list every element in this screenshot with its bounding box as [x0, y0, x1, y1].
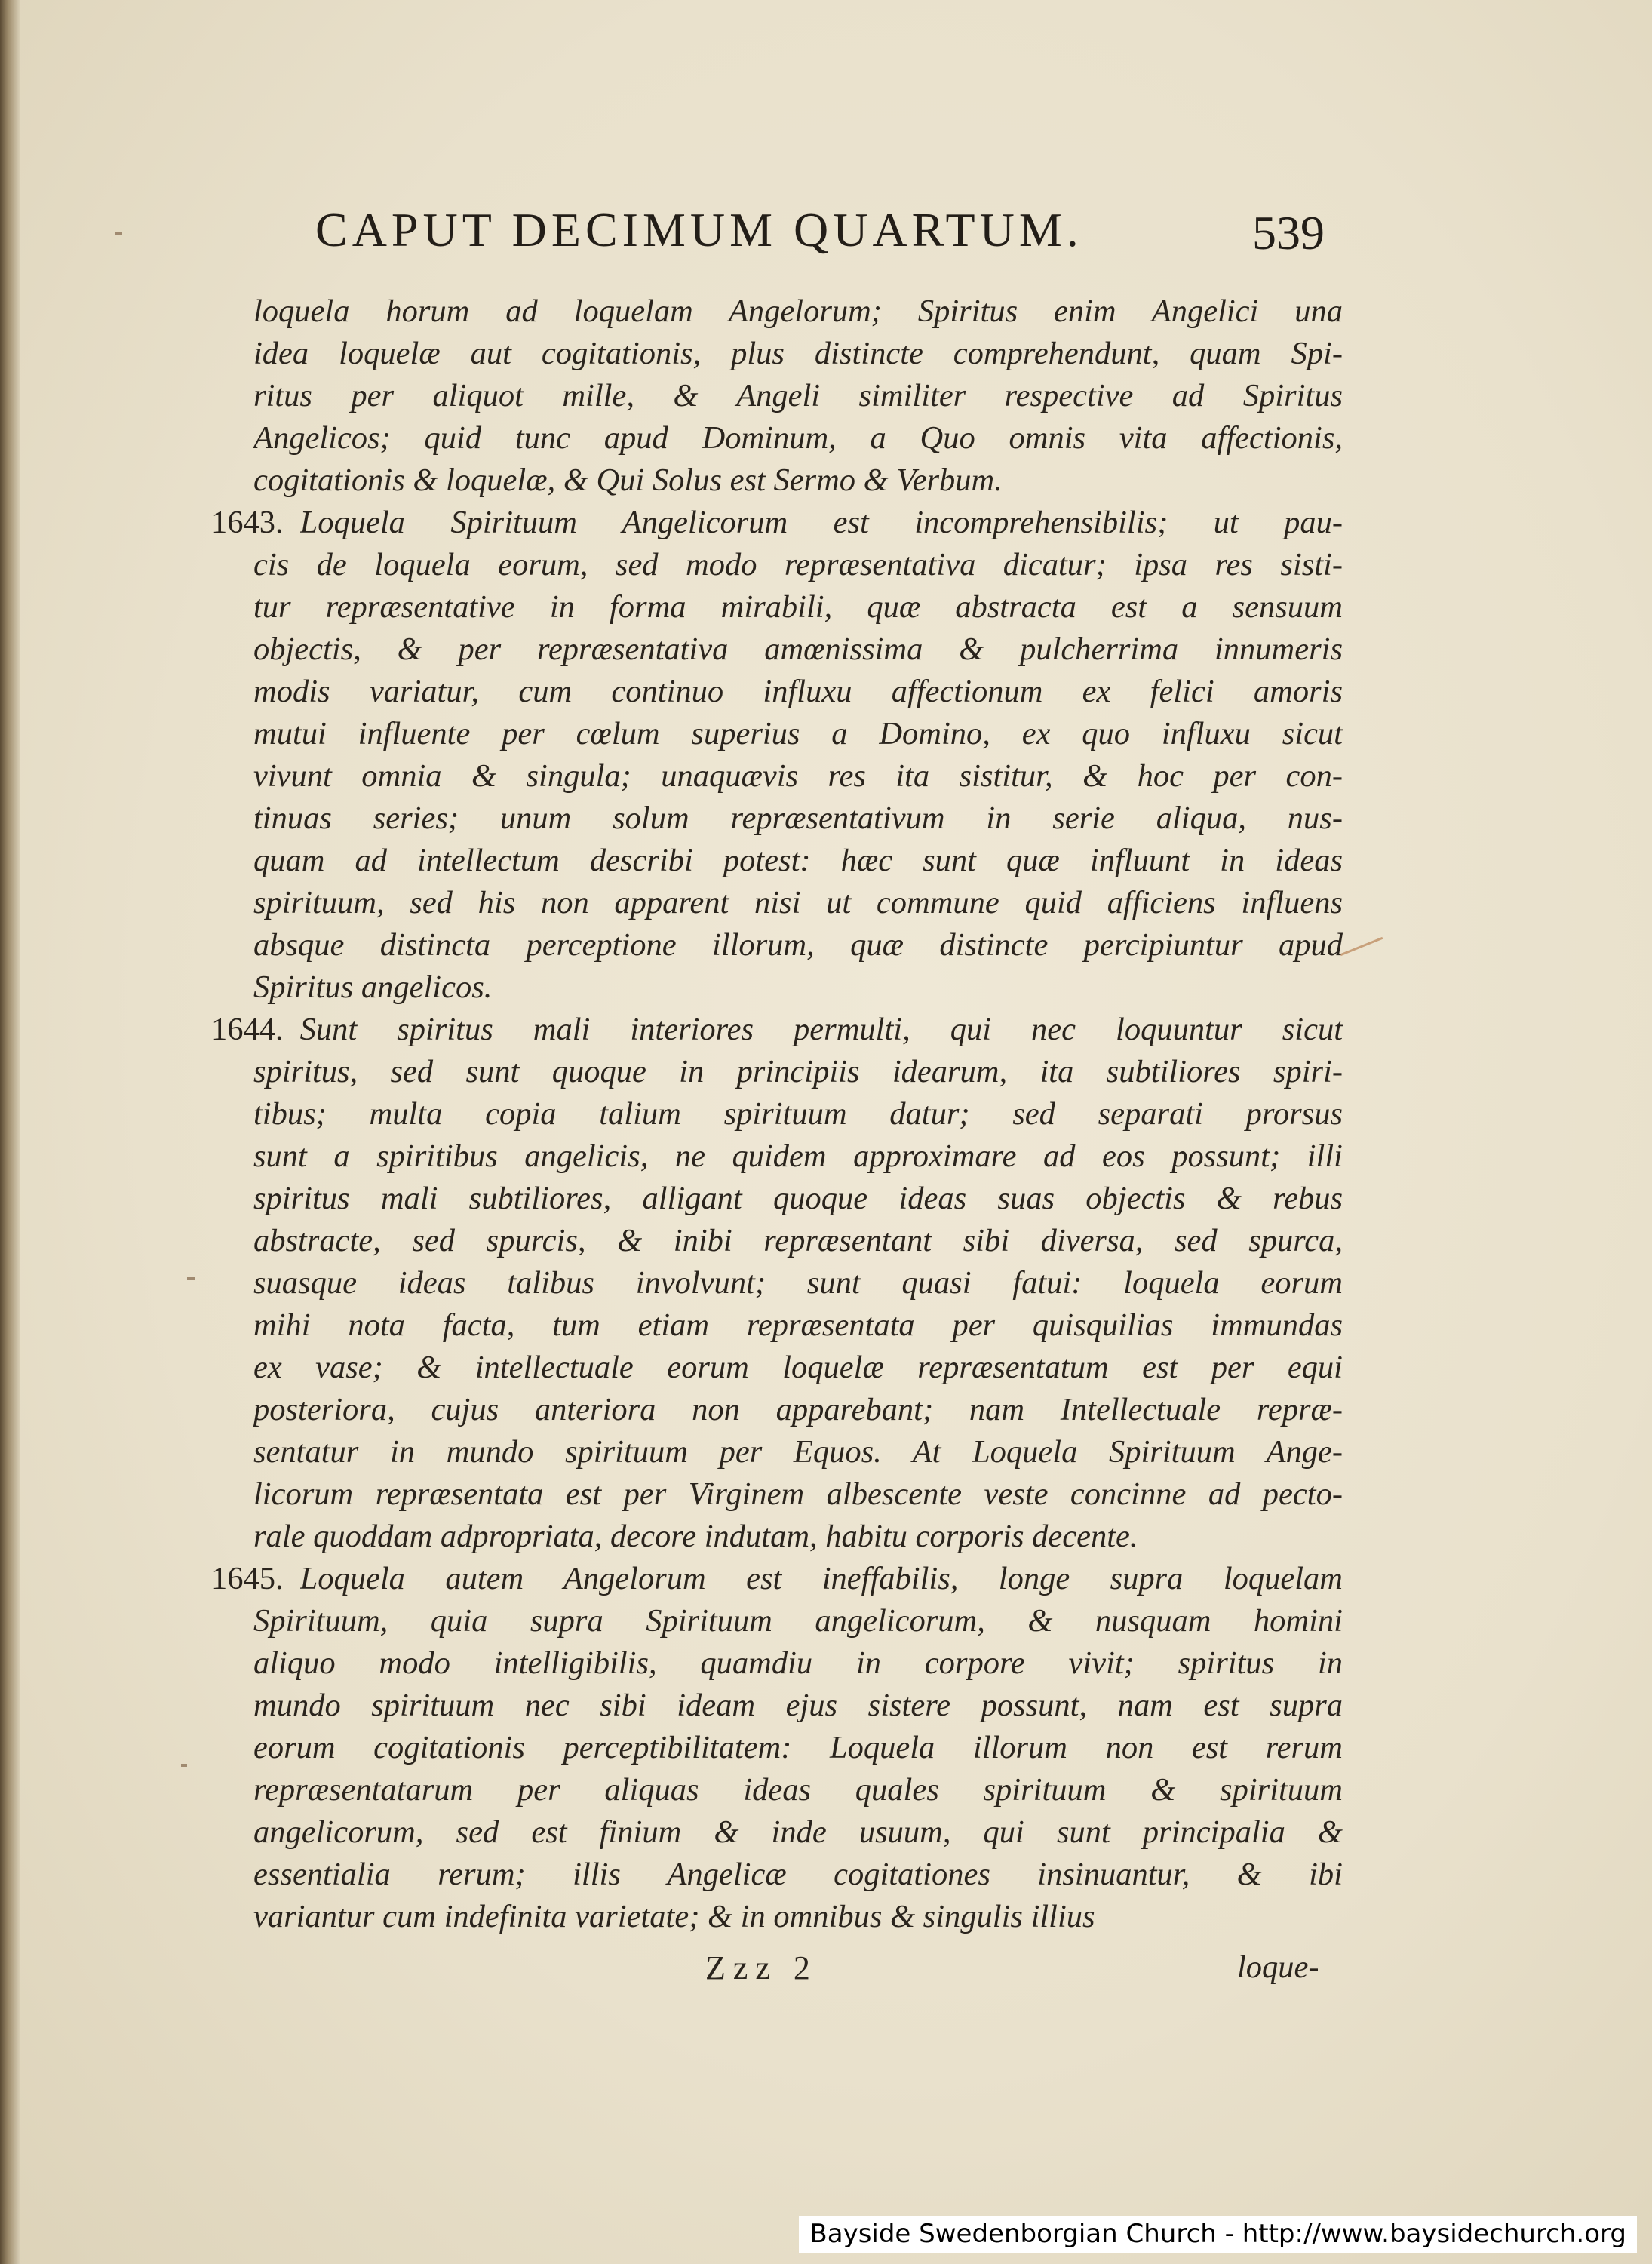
text-line: [211, 1262, 1343, 1304]
line-text: modis variatur, cum continuo influxu affectionum ex felici amoris: [253, 674, 1343, 709]
line-text: Spirituum, quia supra Spirituum angelicorum, & nusquam homini: [253, 1603, 1343, 1639]
text-line: [211, 1769, 1343, 1811]
text-line: [211, 333, 1343, 375]
text-line: [211, 1600, 1343, 1642]
line-text: idea loquelæ aut cogitationis, plus distincte comprehendunt, quam Spi-: [253, 336, 1343, 371]
watermark-banner: Bayside Swedenborgian Church - http://www.baysidechurch.org: [799, 2216, 1637, 2253]
text-line: [211, 1685, 1343, 1727]
line-text: Spiritus angelicos.: [253, 969, 493, 1005]
line-text: mutui influente per cœlum superius a Domino, ex quo influxu sicut: [253, 716, 1343, 751]
line-text: Loquela autem Angelorum est ineffabilis, longe supra loquelam: [299, 1561, 1343, 1596]
line-text: loquela horum ad loquelam Angelorum; Spiritus enim Angelici una: [253, 293, 1343, 329]
line-text: essentialia rerum; illis Angelicæ cogitationes insinuantur, & ibi: [253, 1857, 1343, 1892]
line-text: sentatur in mundo spirituum per Equos. At Loquela Spirituum Ange-: [253, 1434, 1343, 1470]
text-line: [211, 1811, 1343, 1854]
paragraph-number: 1643.: [211, 505, 284, 540]
line-text: vivunt omnia & singula; unaquævis res ita sistitur, & hoc per con-: [253, 758, 1343, 794]
line-text: spirituum, sed his non apparent nisi ut commune quid afficiens influens: [253, 885, 1343, 920]
text-line: [211, 1304, 1343, 1347]
text-line: [211, 1051, 1343, 1093]
ink-speck: [187, 1277, 195, 1280]
line-text: ritus per aliquot mille, & Angeli similiter respective ad Spiritus: [253, 378, 1343, 413]
text-line: [211, 1516, 1343, 1558]
book-gutter: [0, 0, 20, 2264]
line-text: tur repræsentative in forma mirabili, quæ abstracta est a sensuum: [253, 589, 1343, 625]
line-text: spiritus mali subtiliores, alligant quoque ideas suas objectis & rebus: [253, 1181, 1343, 1216]
text-line: [211, 290, 1343, 333]
text-line: [211, 1220, 1343, 1262]
running-title: CAPUT DECIMUM QUARTUM.: [315, 203, 1083, 257]
text-line: [211, 1178, 1343, 1220]
line-text: suasque ideas talibus involvunt; sunt quasi fatui: loquela eorum: [253, 1265, 1343, 1301]
line-text: tibus; multa copia talium spirituum datur; sed separati prorsus: [253, 1096, 1343, 1132]
line-text: mundo spirituum nec sibi ideam ejus sistere possunt, nam est supra: [253, 1688, 1343, 1723]
line-text: cogitationis & loquelæ, & Qui Solus est Sermo & Verbum.: [253, 462, 1003, 498]
line-text: aliquo modo intelligibilis, quamdiu in corpore vivit; spiritus in: [253, 1645, 1343, 1681]
text-line: [211, 713, 1343, 755]
text-line: [211, 1347, 1343, 1389]
text-line: [211, 1473, 1343, 1516]
text-line: [211, 840, 1343, 882]
line-text: abstracte, sed spurcis, & inibi repræsentant sibi diversa, sed spurca,: [253, 1223, 1343, 1258]
text-line: [211, 375, 1343, 417]
line-text: spiritus, sed sunt quoque in principiis idearum, ita subtiliores spiri-: [253, 1054, 1343, 1089]
text-line: [211, 1431, 1343, 1473]
line-text: Loquela Spirituum Angelicorum est incomprehensibilis; ut pau-: [299, 505, 1343, 540]
catchword: loque-: [1237, 1949, 1319, 1985]
line-text: Angelicos; quid tunc apud Dominum, a Quo omnis vita affectionis,: [253, 420, 1343, 456]
page-footer: [0, 1949, 1652, 1994]
line-text: rale quoddam adpropriata, decore indutam, habitu corporis decente.: [253, 1519, 1138, 1554]
text-line: [211, 1009, 1343, 1051]
text-line: [211, 755, 1343, 797]
page-header: [0, 202, 1652, 270]
text-line: [211, 586, 1343, 628]
text-line: [211, 797, 1343, 840]
line-text: eorum cogitationis perceptibilitatem: Loquela illorum non est rerum: [253, 1730, 1343, 1765]
paragraph-number: 1644.: [211, 1012, 284, 1047]
text-line: [211, 1727, 1343, 1769]
text-line: [211, 1854, 1343, 1896]
line-text: angelicorum, sed est finium & inde usuum, qui sunt principalia &: [253, 1814, 1343, 1850]
line-text: ex vase; & intellectuale eorum loquelæ repræsentatum est per equi: [253, 1350, 1343, 1385]
text-line: [211, 1135, 1343, 1178]
signature-mark: Zzz 2: [705, 1949, 818, 1986]
line-text: posteriora, cujus anteriora non apparebant; nam Intellectuale repræ-: [253, 1392, 1343, 1427]
paragraph-number: 1645.: [211, 1561, 284, 1596]
page-number: 539: [1252, 206, 1325, 260]
text-line: [211, 417, 1343, 459]
body-text: [211, 290, 1343, 1938]
text-line: [211, 1558, 1343, 1600]
ink-speck: [181, 1764, 187, 1767]
text-line: [211, 502, 1343, 544]
line-text: absque distincta perceptione illorum, quæ distincte percipiuntur apud: [253, 927, 1343, 963]
text-line: [211, 544, 1343, 586]
line-text: cis de loquela eorum, sed modo repræsentativa dicatur; ipsa res sisti-: [253, 547, 1343, 582]
text-line: [211, 924, 1343, 966]
line-text: sunt a spiritibus angelicis, ne quidem approximare ad eos possunt; illi: [253, 1138, 1343, 1174]
line-text: Sunt spiritus mali interiores permulti, qui nec loquuntur sicut: [299, 1012, 1343, 1047]
text-line: [211, 1896, 1343, 1938]
text-line: [211, 459, 1343, 502]
text-line: [211, 882, 1343, 924]
line-text: repræsentatarum per aliquas ideas quales spirituum & spirituum: [253, 1772, 1343, 1808]
text-line: [211, 966, 1343, 1009]
text-line: [211, 1093, 1343, 1135]
text-line: [211, 671, 1343, 713]
line-text: tinuas series; unum solum repræsentativum in serie aliqua, nus-: [253, 800, 1343, 836]
line-text: quam ad intellectum describi potest: hæc sunt quæ influunt in ideas: [253, 843, 1343, 878]
paper-scratch: [1340, 937, 1383, 956]
line-text: variantur cum indefinita varietate; & in omnibus & singulis illius: [253, 1899, 1095, 1934]
text-line: [211, 628, 1343, 671]
text-line: [211, 1389, 1343, 1431]
line-text: mihi nota facta, tum etiam repræsentata per quisquilias immundas: [253, 1307, 1343, 1343]
text-line: [211, 1642, 1343, 1685]
line-text: licorum repræsentata est per Virginem albescente veste concinne ad pecto-: [253, 1476, 1343, 1512]
line-text: objectis, & per repræsentativa amœnissima & pulcherrima innumeris: [253, 631, 1343, 667]
